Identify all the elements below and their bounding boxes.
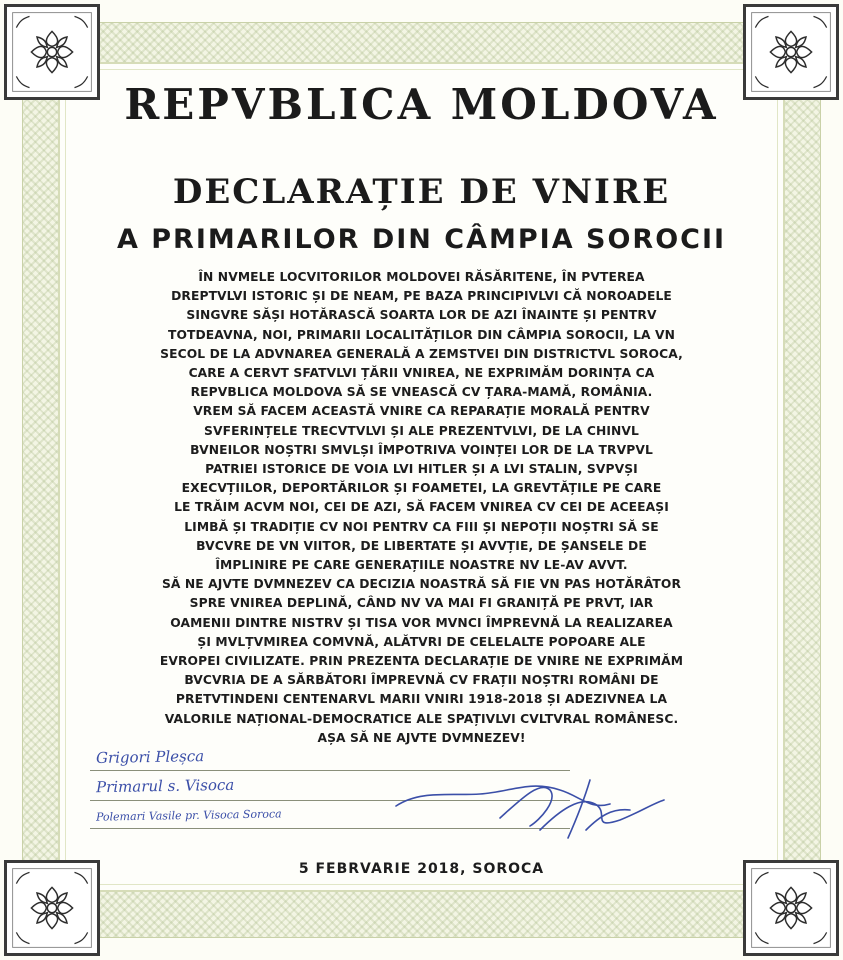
body-line: SPRE VNIREA DEPLINĂ, CÂND NV VA MAI FI GRANIȚĂ PE PRVT, IAR [189,596,654,611]
body-line: REPVBLICA MOLDOVA SĂ SE VNEASCĂ CV ȚARA-MAMĂ, ROMÂNIA. [190,385,653,400]
body-line: VREM SĂ FACEM ACEASTĂ VNIRE CA REPARAȚIE MORALĂ PENTRV [193,404,650,419]
body-line: SĂ NE AJVTE DVMNEZEV CA DECIZIA NOASTRĂ SĂ FIE VN PAS HOTĂRÂTOR [161,577,682,592]
document-title-declaration: DECLARAȚIE DE VNIRE [172,172,671,212]
body-line: AȘA SĂ NE AJVTE DVMNEZEV! [317,730,526,745]
body-line: OAMENII DINTRE NISTRV ȘI TISA VOR MVNCI ÎMPREVNĂ LA REALIZAREA [170,615,673,630]
signature-block [90,748,610,844]
signature-name-2: Primarul s. Visoca [95,775,235,797]
signature-name-1: Grigori Pleșca [95,747,205,767]
body-line: TOTDEAVNA, NOI, PRIMARII LOCALITĂȚILOR DIN CÂMPIA SOROCII, LA VN [167,327,676,342]
handwritten-signature-icon [390,760,670,844]
body-line: SECOL DE LA ADVNAREA GENERALĂ A ZEMSTVEI DIN DISTRICTVL SOROCA, [160,346,683,361]
body-line: ȘI MVLȚVMIREA COMVNĂ, ALĂTVRI DE CELELALTE POPOARE ALE [197,634,646,649]
date-place: 5 FEBRVARIE 2018, SOROCA [298,861,545,877]
body-line: PATRIEI ISTORICE DE VOIA LVI HITLER ȘI A LVI STALIN, SVPVȘI [205,462,638,477]
body-line: PRETVTINDENI CENTENARVL MARII VNIRI 1918-2018 ȘI ADEZIVNEA LA [175,692,668,707]
body-line: DREPTVLVI ISTORIC ȘI DE NEAM, PE BAZA PRINCIPIVLVI CĂ NOROADELE [171,289,672,304]
body-line: SVFERINȚELE TRECVTVLVI ȘI ALE PREZENTVLVI, DE LA CHINVL [204,423,639,438]
body-line: BVNEILOR NOȘTRI SMVLȘI ÎMPOTRIVA VOINȚEI LOR DE LA TRVPVL [190,442,653,457]
body-line: EVROPEI CIVILIZATE. PRIN PREZENTA DECLARAȚIE DE VNIRE NE EXPRIMĂM [159,654,684,669]
declaration-body [78,268,765,748]
body-line: BVCVRE DE VN VIITOR, DE LIBERTATE ȘI AVVȚIE, DE ȘANSELE DE [196,538,647,553]
signature-name-3: Polemari Vasile pr. Visoca Soroca [95,807,282,824]
body-line: SINGVRE SĂȘI HOTĂRASCĂ SOARTA LOR DE AZI ÎNAINTE ȘI PENTRV [186,308,657,323]
document-title-republic: REPVBLICA MOLDOVA [124,80,719,129]
body-line: ÎMPLINIRE PE CARE GENERAȚIILE NOASTRE NV LE-AV AVVT. [215,558,628,573]
body-line: EXECVȚIILOR, DEPORTĂRILOR ȘI FOAMETEI, LA GREVTĂȚILE PE CARE [181,481,662,496]
body-line: LIMBĂ ȘI TRADIȚIE CV NOI PENTRV CA FIII ȘI NEPOȚII NOȘTRI SĂ SE [184,519,659,534]
body-line: VALORILE NAȚIONAL-DEMOCRATICE ALE SPAȚIVLVI CVLTVRAL ROMÂNESC. [164,711,679,726]
body-line: LE TRĂIM ACVM NOI, CEI DE AZI, SĂ FACEM VNIREA CV CEI DE ACEEAȘI [174,500,669,515]
document-subtitle-mayors: A PRIMARILOR DIN CÂMPIA SOROCII [116,224,727,255]
body-line: ÎN NVMELE LOCVITORILOR MOLDOVEI RĂSĂRITENE, ÎN PVTEREA [198,270,645,284]
body-line: BVCVRIA DE A SĂRBĂTORI ÎMPREVNĂ CV FRAȚII NOȘTRI ROMÂNI DE [184,673,659,688]
body-line: CARE A CERVT SFATVLVI ȚĂRII VNIREA, NE EXPRIMĂM DORINȚA CA [188,366,655,381]
